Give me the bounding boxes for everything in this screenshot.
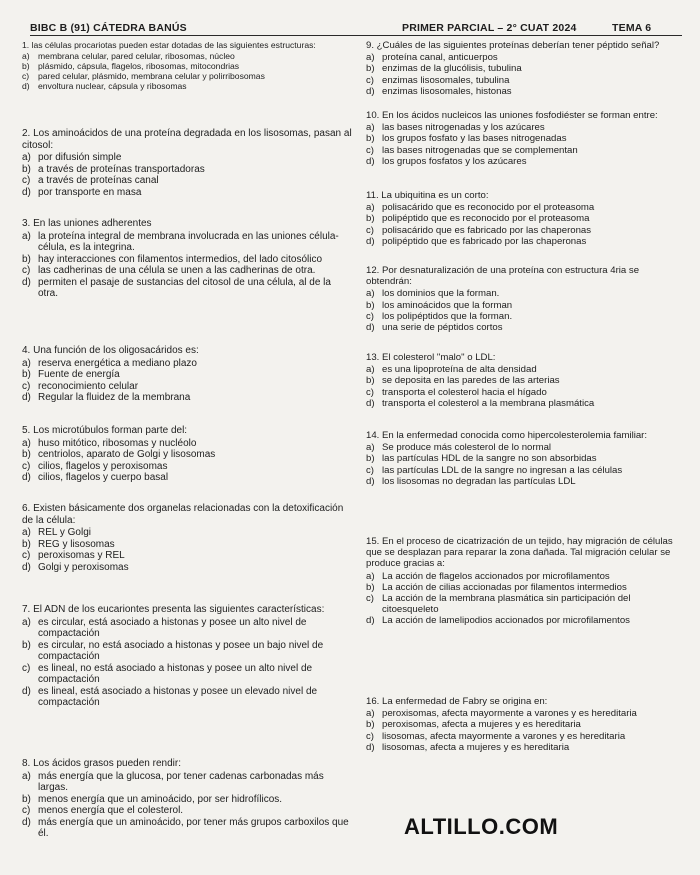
answer-option <box>366 571 686 582</box>
answer-option <box>366 236 686 247</box>
option-text: a través de proteínas transportadoras <box>38 163 205 175</box>
option-text: huso mitótico, ribosomas y nucléolo <box>38 437 197 449</box>
answer-option <box>22 61 352 71</box>
option-letter: d) <box>366 85 375 97</box>
answer-option <box>366 375 686 386</box>
answer-option <box>366 364 686 375</box>
question-stem: 1. las células procariotas pueden estar dotadas de las siguientes estructuras: <box>22 40 316 50</box>
option-letter: c) <box>366 730 374 742</box>
option-letter: b) <box>366 133 375 145</box>
option-text: las bases nitrogenadas que se complementan <box>382 144 578 156</box>
option-letter: d) <box>22 276 31 288</box>
option-text: cilios, flagelos y peroxisomas <box>38 460 168 472</box>
option-letter: d) <box>22 685 31 697</box>
option-letter: c) <box>22 380 31 392</box>
question-stem: 7. El ADN de los eucariontes presenta las siguientes características: <box>22 604 325 615</box>
option-text: membrana celular, pared celular, ribosomas, núcleo <box>38 51 235 61</box>
option-text: REG y lisosomas <box>38 538 115 550</box>
answer-option <box>366 145 686 156</box>
answer-option <box>22 817 352 840</box>
option-text: se deposita en las paredes de las arterias <box>382 375 560 387</box>
answer-option <box>22 686 352 709</box>
option-letter: b) <box>22 163 31 175</box>
option-letter: d) <box>22 186 31 198</box>
option-text: polipéptido que es reconocido por el proteasoma <box>382 213 590 225</box>
question-13 <box>366 352 686 409</box>
answer-option <box>22 358 352 370</box>
exam-title: PRIMER PARCIAL – 2° CUAT 2024 <box>402 22 577 34</box>
exam-version: TEMA 6 <box>612 22 652 34</box>
question-7 <box>22 604 352 709</box>
option-text: más energía que la glucosa, por tener cadenas carbonadas más largas. <box>38 770 324 793</box>
question-16 <box>366 696 686 753</box>
option-letter: c) <box>366 464 374 476</box>
answer-option <box>22 369 352 381</box>
answer-option <box>22 187 352 199</box>
option-letter: c) <box>366 74 374 86</box>
answer-option <box>22 254 352 266</box>
answer-option <box>366 742 686 753</box>
option-letter: b) <box>366 453 375 465</box>
answer-option <box>366 202 686 213</box>
question-stem: 16. La enfermedad de Fabry se origina en: <box>366 696 548 707</box>
option-text: es circular, está asociado a histonas y posee un alto nivel de compactación <box>38 616 307 639</box>
answer-option <box>22 617 352 640</box>
option-letter: d) <box>22 816 31 828</box>
answer-option <box>366 719 686 730</box>
option-letter: b) <box>366 375 375 387</box>
option-letter: a) <box>22 616 31 628</box>
answer-option <box>22 794 352 806</box>
option-text: por transporte en masa <box>38 186 142 198</box>
option-text: una serie de péptidos cortos <box>382 322 503 334</box>
option-letter: b) <box>22 639 31 651</box>
option-text: los dominios que la forman. <box>382 288 500 300</box>
answer-option <box>22 164 352 176</box>
answer-option <box>366 122 686 133</box>
option-text: polisacárido que es reconocido por el proteasoma <box>382 202 595 214</box>
option-letter: b) <box>22 61 30 71</box>
option-text: cilios, flagelos y cuerpo basal <box>38 472 169 483</box>
option-letter: b) <box>366 299 375 311</box>
question-14 <box>366 430 686 487</box>
answer-option <box>22 663 352 686</box>
answer-option <box>366 453 686 464</box>
option-text: peroxisomas y REL <box>38 550 125 561</box>
question-stem: 13. El colesterol "malo" o LDL: <box>366 352 496 363</box>
option-text: peroxisomas, afecta mayormente a varones y es hereditaria <box>382 708 637 720</box>
option-letter: a) <box>366 288 375 300</box>
option-letter: d) <box>366 741 375 753</box>
option-text: La acción de flagelos accionados por microfilamentos <box>382 570 610 582</box>
answer-option <box>22 51 352 61</box>
question-stem: 9. ¿Cuáles de las siguientes proteínas deberían tener péptido señal? <box>366 40 660 51</box>
answer-option <box>366 288 686 299</box>
option-letter: b) <box>22 253 31 265</box>
option-text: Fuente de energía <box>38 369 120 380</box>
answer-option <box>22 277 352 300</box>
option-letter: a) <box>22 51 30 61</box>
question-1 <box>22 40 352 91</box>
option-letter: d) <box>366 322 375 334</box>
answer-option <box>22 81 352 91</box>
option-letter: b) <box>22 449 31 460</box>
question-15 <box>366 536 686 627</box>
option-letter: a) <box>22 152 31 163</box>
question-stem: 5. Los microtúbulos forman parte del: <box>22 425 188 436</box>
question-stem: 6. Existen básicamente dos organelas relacionadas con la detoxificación de la célula: <box>22 503 344 526</box>
option-text: los grupos fosfato y las bases nitrogenadas <box>382 133 567 145</box>
option-letter: c) <box>22 460 31 472</box>
option-letter: d) <box>22 472 31 483</box>
answer-option <box>22 438 352 450</box>
option-text: Regular la fluidez de la membrana <box>38 392 191 403</box>
option-letter: d) <box>366 615 375 627</box>
option-text: es lineal, no está asociado a histonas y posee un alto nivel de compactación <box>38 662 313 685</box>
option-text: los lisosomas no degradan las partículas LDL <box>382 475 576 487</box>
answer-option <box>366 731 686 742</box>
option-text: las partículas LDL de la sangre no ingresan a las células <box>382 464 623 476</box>
option-text: proteína canal, anticuerpos <box>382 52 498 64</box>
answer-option <box>366 63 686 74</box>
question-stem: 15. En el proceso de cicatrización de un tejido, hay migración de células que se desplazan para reparar la zona dañada. Tal migración celular se produce gracias a: <box>366 536 673 570</box>
question-6 <box>22 503 352 573</box>
option-letter: a) <box>22 230 31 242</box>
option-letter: a) <box>366 442 375 454</box>
option-letter: d) <box>366 397 375 409</box>
answer-option <box>22 805 352 817</box>
question-stem: 12. Por desnaturalización de una proteína con estructura 4ria se obtendrán: <box>366 265 640 288</box>
option-text: los grupos fosfatos y los azúcares <box>382 155 527 167</box>
answer-option <box>22 461 352 473</box>
option-text: hay interacciones con filamentos intermedios, del lado citosólico <box>38 253 323 265</box>
answer-option <box>366 398 686 409</box>
answer-option <box>366 225 686 236</box>
option-text: peroxisomas, afecta a mujeres y es hereditaria <box>382 719 581 731</box>
option-letter: a) <box>366 52 375 64</box>
option-letter: c) <box>366 593 374 605</box>
question-stem: 14. En la enfermedad conocida como hipercolesterolemia familiar: <box>366 430 648 441</box>
option-letter: d) <box>22 392 31 403</box>
answer-option <box>22 527 352 539</box>
option-letter: a) <box>22 357 31 369</box>
answer-option <box>22 152 352 164</box>
option-text: es lineal, está asociado a histonas y posee un elevado nivel de compactación <box>38 685 318 708</box>
option-text: menos energía que el colesterol. <box>38 805 184 816</box>
answer-option <box>366 156 686 167</box>
answer-option <box>22 539 352 551</box>
option-text: Golgi y peroxisomas <box>38 561 129 573</box>
answer-option <box>366 582 686 593</box>
answer-option <box>366 311 686 322</box>
answer-option <box>22 472 352 484</box>
answer-option <box>366 300 686 311</box>
option-text: es circular, no está asociado a histonas y posee un bajo nivel de compactación <box>38 639 324 662</box>
option-letter: c) <box>22 71 30 81</box>
option-text: las cadherinas de una célula se unen a las cadherinas de otra. <box>38 265 316 276</box>
question-stem: 11. La ubiquitina es un corto: <box>366 190 489 201</box>
option-letter: c) <box>22 175 31 186</box>
question-10 <box>366 110 686 167</box>
question-8 <box>22 758 352 840</box>
option-text: las partículas HDL de la sangre no son absorbidas <box>382 453 597 465</box>
option-letter: d) <box>22 81 30 91</box>
answer-option <box>366 322 686 333</box>
answer-option <box>366 615 686 626</box>
option-text: por difusión simple <box>38 152 122 163</box>
option-text: polisacárido que es fabricado por las chaperonas <box>382 224 592 236</box>
option-text: plásmido, cápsula, flagelos, ribosomas, mitocondrias <box>38 61 240 71</box>
answer-option <box>366 75 686 86</box>
answer-option <box>366 708 686 719</box>
option-text: más energía que un aminoácido, por tener más grupos carboxilos que él. <box>38 816 349 839</box>
question-4 <box>22 345 352 404</box>
option-text: La acción de cilias accionadas por filamentos intermedios <box>382 581 627 593</box>
header-rule <box>30 35 682 36</box>
option-letter: a) <box>366 202 375 214</box>
option-text: los aminoácidos que la forman <box>382 299 513 311</box>
option-text: menos energía que un aminoácido, por ser hidrofílicos. <box>38 793 283 805</box>
option-letter: b) <box>366 213 375 225</box>
option-text: transporta el colesterol a la membrana plasmática <box>382 397 595 409</box>
question-stem: 3. En las uniones adherentes <box>22 218 152 229</box>
option-text: centriolos, aparato de Golgi y lisosomas <box>38 449 216 460</box>
question-stem: 4. Una función de los oligosacáridos es: <box>22 345 199 356</box>
site-watermark: ALTILLO.COM <box>404 814 559 839</box>
option-letter: d) <box>366 155 375 167</box>
option-letter: d) <box>366 475 375 487</box>
answer-option <box>366 213 686 224</box>
answer-option <box>22 392 352 404</box>
option-letter: d) <box>366 235 375 247</box>
option-letter: c) <box>22 805 31 816</box>
option-text: transporta el colesterol hacia el hígado <box>382 386 547 398</box>
answer-option <box>366 86 686 97</box>
option-letter: b) <box>366 719 375 731</box>
answer-option <box>22 175 352 187</box>
option-letter: c) <box>22 550 31 561</box>
question-5 <box>22 425 352 484</box>
answer-option <box>22 449 352 461</box>
option-letter: a) <box>366 364 375 376</box>
option-letter: b) <box>366 63 375 75</box>
option-text: a través de proteínas canal <box>38 175 159 186</box>
option-text: reserva energética a mediano plazo <box>38 357 197 369</box>
question-9 <box>366 40 686 97</box>
option-letter: b) <box>22 538 31 550</box>
option-text: enzimas lisosomales, histonas <box>382 85 512 97</box>
answer-option <box>366 442 686 453</box>
question-stem: 8. Los ácidos grasos pueden rendir: <box>22 758 181 769</box>
answer-option <box>22 771 352 794</box>
option-text: los polipéptidos que la forman. <box>382 310 513 322</box>
option-text: polipéptido que es fabricado por las chaperonas <box>382 235 587 247</box>
answer-option <box>366 52 686 63</box>
option-text: envoltura nuclear, cápsula y ribosomas <box>38 81 187 91</box>
course-header: BIBC B (91) CÁTEDRA BANÚS <box>30 22 187 34</box>
answer-option <box>366 133 686 144</box>
question-2 <box>22 128 352 198</box>
answer-option <box>22 71 352 81</box>
answer-option <box>366 593 686 615</box>
question-stem: 10. En los ácidos nucleicos las uniones fosfodiéster se forman entre: <box>366 110 658 121</box>
option-text: la proteína integral de membrana involucrada en las uniones célula-célula, es la integrina. <box>38 230 339 253</box>
option-letter: c) <box>366 310 374 322</box>
option-text: pared celular, plásmido, membrana celular y polirribosomas <box>38 71 265 81</box>
option-text: es una lipoproteína de alta densidad <box>382 364 537 376</box>
option-letter: a) <box>366 708 375 720</box>
answer-option <box>366 387 686 398</box>
option-letter: d) <box>22 561 31 573</box>
option-text: Se produce más colesterol de lo normal <box>382 442 552 454</box>
option-text: La acción de la membrana plasmática sin participación del citoesqueleto <box>382 593 631 616</box>
option-text: permiten el pasaje de sustancias del citosol de una célula, al de la otra. <box>38 276 331 299</box>
option-text: reconocimiento celular <box>38 380 139 392</box>
option-text: REL y Golgi <box>38 527 91 538</box>
answer-option <box>22 231 352 254</box>
option-letter: a) <box>22 437 31 449</box>
answer-option <box>22 640 352 663</box>
question-11 <box>366 190 686 247</box>
question-3 <box>22 218 352 300</box>
option-letter: a) <box>22 770 31 782</box>
answer-option <box>22 265 352 277</box>
option-letter: a) <box>366 570 375 582</box>
option-letter: b) <box>22 793 31 805</box>
answer-option <box>366 476 686 487</box>
answer-option <box>22 562 352 574</box>
answer-option <box>22 550 352 562</box>
option-text: las bases nitrogenadas y los azúcares <box>382 122 545 134</box>
option-letter: c) <box>366 144 374 156</box>
answer-option <box>22 381 352 393</box>
option-text: La acción de lamelipodios accionados por microfilamentos <box>382 615 630 627</box>
option-text: lisosomas, afecta mayormente a varones y es hereditaria <box>382 730 626 742</box>
option-letter: b) <box>22 369 31 380</box>
option-text: enzimas de la glucólisis, tubulina <box>382 63 522 75</box>
option-letter: c) <box>366 224 374 236</box>
option-text: enzimas lisosomales, tubulina <box>382 74 510 86</box>
option-letter: a) <box>22 527 31 538</box>
option-letter: c) <box>22 662 31 674</box>
option-letter: c) <box>366 386 374 398</box>
option-text: lisosomas, afecta a mujeres y es hereditaria <box>382 741 570 753</box>
answer-option <box>366 465 686 476</box>
option-letter: a) <box>366 122 375 134</box>
question-stem: 2. Los aminoácidos de una proteína degradada en los lisosomas, pasan al citosol: <box>22 128 352 151</box>
option-letter: b) <box>366 581 375 593</box>
option-letter: c) <box>22 265 31 276</box>
question-12 <box>366 265 686 333</box>
